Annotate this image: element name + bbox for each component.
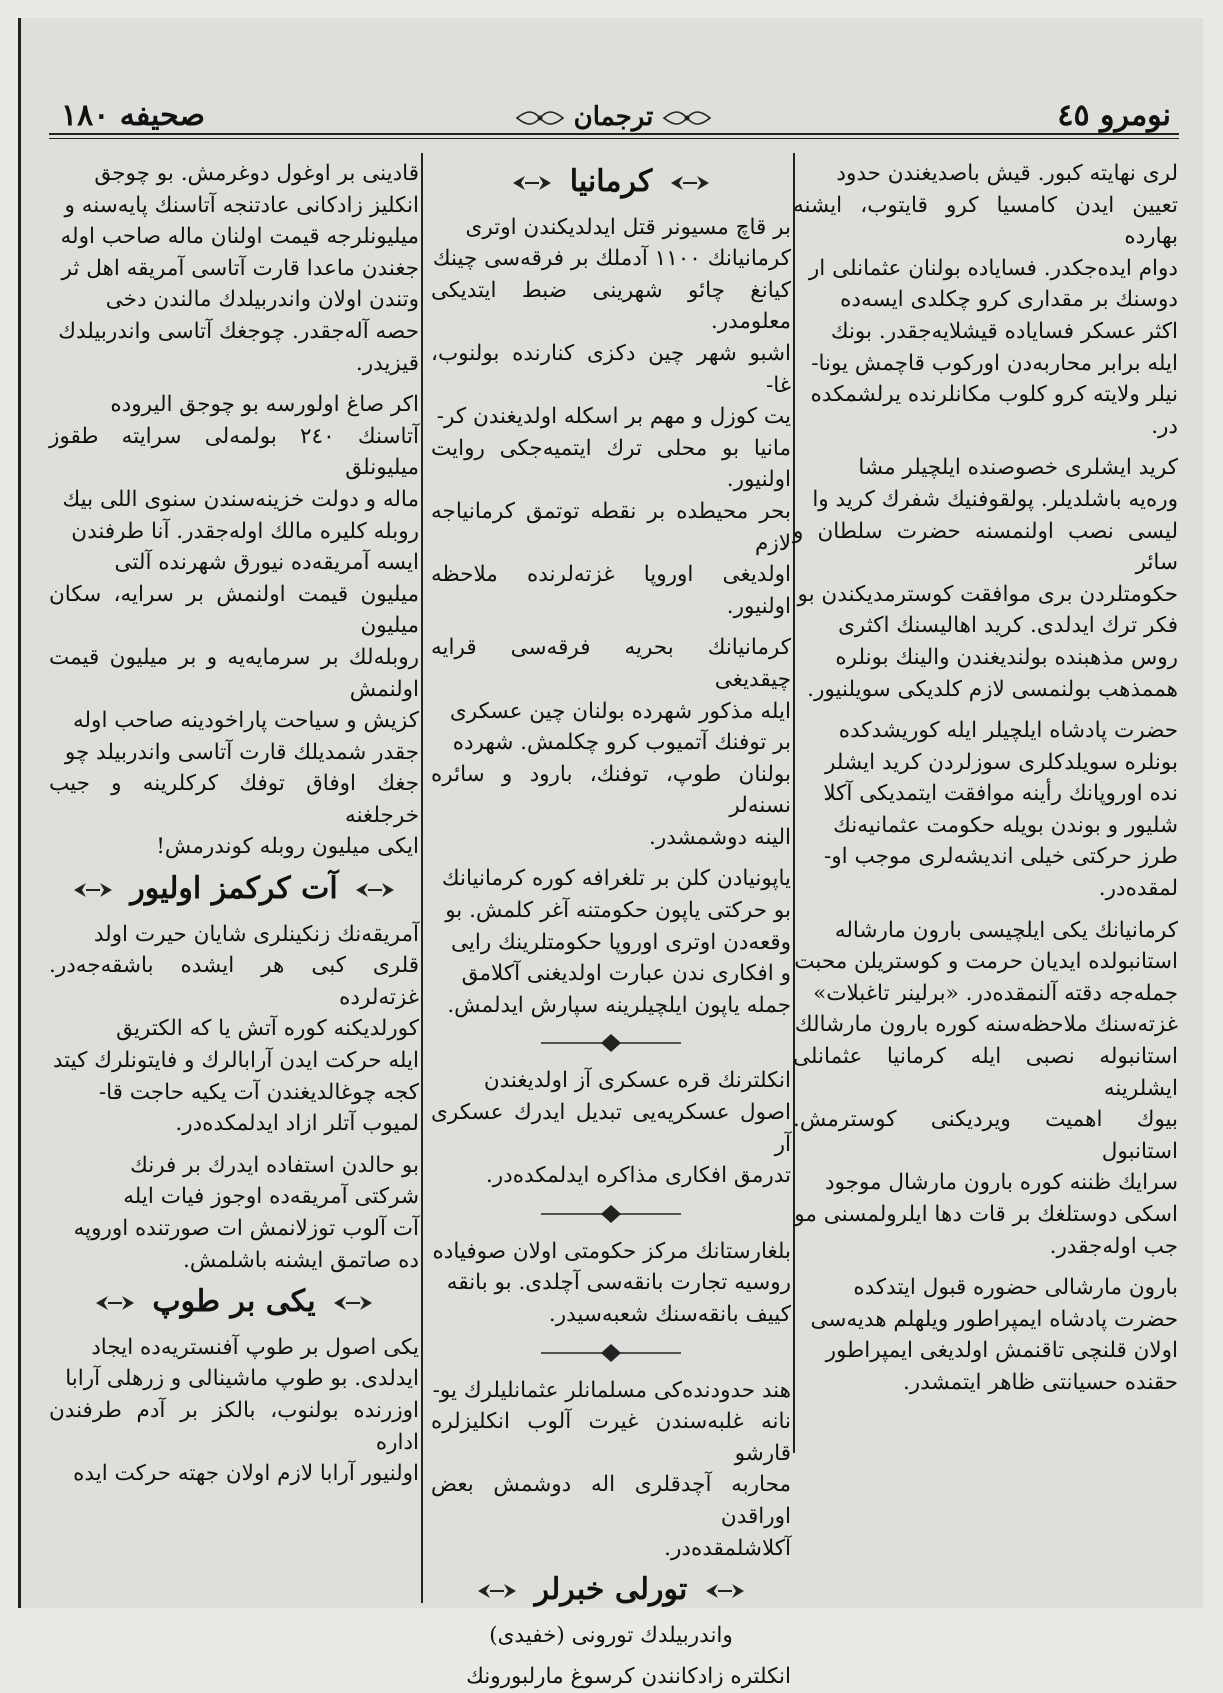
article-paragraph: بو حالدن استفاده ايدرك بر فرنك شركتى آمريقه‌ده اوجوز فيات ايله آت آلوب توزلانمش ات صورتنده اوروپه ده صاتمق ايشنه باشلمش. xyxy=(73,1152,419,1273)
article-paragraph: كرمانيانك يكى ايلچيسى بارون مارشاله استانبولده ايديان حرمت و كوستريلن محبت جمله‌جه دقته آلنمقده‌در. «برلينر تاغبلات» غزته‌سنك ملاحظه‌سنه كوره بارون مارشالك استانبوله نصبى ايله كرمانيا عثمانلى ايشلرينه بيوك اهميت ويرديكنى كوسترمش. استانبول سرايك ظننه كوره بارون مارشال موجود اسكى دوستلغك بر قات دها ايلرولمسنى مو جب اوله‌جقدر. xyxy=(793,917,1178,1259)
article-paragraph: كرمانيانك بحريه فرقه‌سى قرايه چيقديغى ايله مذكور شهرده بولنان چين عسكرى بر توفنك آتميوب كرو چكلمش. شهرده بولنان طوپ، توفنك، بارود و سائره نسنه‌لر الينه دوشمشدر. xyxy=(431,635,791,850)
diamond-rule-icon xyxy=(541,1341,681,1365)
article-paragraph: قادينى بر اوغول دوغرمش. بو چوجق انكليز زادكانى عادتنجه آتاسنك پايه‌سنه و ميليونلرجه قيمت اولنان ماله صاحب اوله جغندن ماعدا قارت آتاسى آمريقه اهل ثر وتندن اولان واندربيلدك مالندن دخى حصه آله‌جقدر. چوجغك آتاسى واندربيلدك قيزيدر. xyxy=(58,161,419,376)
diamond-rule-icon xyxy=(541,1202,681,1226)
article-paragraph: كريد ايشلرى خصوصنده ايلچيلر مشا وره‌يه باشلديلر. پولقوفنيك شفرك كريد وا ليسى نصب اولنمسنه حضرت سلطان و سائر حكومتلردن برى موافقت كوسترمديكندن بو فكر ترك ايدلدى. كريد اهاليسنك اكثرى روس مذهبنده بولنديغندن والينك بونلره هممذهب بولنمسى لازم كلديكى سويلنيور. xyxy=(793,455,1178,702)
article-paragraph: بلغارستانك مركز حكومتى اولان صوفياده روسيه تجارت بانقه‌سى آچلدى. بو بانقه كييف بانقه‌سنك شعبه‌سيدر. xyxy=(432,1238,791,1327)
article-paragraph: بر قاچ مسيونر قتل ايدلديكندن اوترى كرمانيانك ١١٠٠ آدملك بر فرقه‌سى چينك كيانغ چائو شهرينى ضبط ايتديكى معلومدر. اشبو شهر چين دكزى كنارنده بولنوب، غا- يت كوزل و مهم بر اسكله اولديغندن كر- مانيا بو محلى ترك ايتميه‌جكى روايت اولنيور. بحر محيطده بر نقطه توتمق كرمانياجه لازم اولديغى اوروپا غزته‌لرنده ملاحظه اولنيور. xyxy=(431,214,791,619)
section-heading xyxy=(49,1286,419,1318)
right-column xyxy=(793,158,1178,1608)
ornament-icon xyxy=(515,110,565,126)
article-paragraph: بارون مارشالى حضوره قبول ايتدكده حضرت پادشاه ايمپراطور ويلهلم هديه‌سى اولان قلنچى تاقنمش اولديغى ايمپراطور حقنده حسيانتى ظاهر ايتمشدر. xyxy=(810,1275,1178,1395)
section-heading-text: تورلى خبرلر xyxy=(534,1572,688,1608)
middle-column xyxy=(431,158,791,1690)
ornament-icon xyxy=(704,1582,746,1600)
ornament-icon xyxy=(72,881,114,899)
issue-number: نومرو ٤٥ xyxy=(1057,98,1171,133)
newspaper-page xyxy=(18,18,1203,1690)
section-heading-text: آت كركمز اوليور xyxy=(130,871,338,907)
article-paragraph: اكر صاغ اولورسه بو چوجق اليروده آتاسنك ٢٤٠ بولمه‌لى سرايته طقوز ميليونلق ماله و دولت خزينه‌سندن سنوى اللى بيك روبله كليره مالك اوله‌جقدر. آنا طرفندن ايسه آمريقه‌ده نيورق شهرنده آلتى ميليون قيمت اولنمش بر سرايه، سكان ميليون روبله‌لك بر سرمايه‌يه و بر ميليون قيمت اولنمش كزيش و سياحت پاراخودينه صاحب اوله جقدر شمديلك قارت آتاسى واندربيلد چو جغك اوفاق توفك كركلرينه و جيب خرجلغنه ايكى ميليون روبله كوندرمش! xyxy=(49,392,419,860)
article-paragraph: آمريقه‌نك زنكينلرى شايان حيرت اولد قلرى كبى هر ايشده باشقه‌جه‌در. غزته‌لرده كورلديكنه كوره آتش يا كه الكتريق ايله حركت ايدن آرابالرك و فايتونلرك كيتد كجه چوغالديغندن آت يكيه حاجت قا- لميوب آتلر ازاد ايدلمكده‌در. xyxy=(49,921,419,1137)
ornament-icon xyxy=(332,1294,374,1312)
section-heading xyxy=(431,1574,791,1606)
left-column xyxy=(49,158,419,1608)
article-paragraph: لرى نهايته كبور. قيش باصديغندن حدود تعيين ايدن كامسيا كرو قايتوب، ايشنه بهارده دوام ايده‌جكدر. فساياده بولنان عثمانلى ار دوسنك بر مقدارى كرو چكلدى ايسه‌ده اكثر عسكر فساياده قيشلايه‌جقدر. بونك ايله برابر محاربه‌دن اوركوب قاچمش يونا- نيلر ولايته كرو كلوب مكانلرنده يرلشمكده در. xyxy=(793,161,1178,439)
ornament-icon xyxy=(511,174,553,192)
article-byline: واندربيلدك تورونى (خفيدى) xyxy=(489,1622,733,1648)
divider-ornament xyxy=(431,1031,791,1055)
section-heading-text: يكى بر طوپ xyxy=(152,1284,316,1320)
ornament-icon xyxy=(354,881,396,899)
section-heading xyxy=(431,166,791,198)
ornament-icon xyxy=(94,1294,136,1312)
article-paragraph: يكى اصول بر طوپ آفنستريه‌ده ايجاد ايدلدى. بو طوپ ماشينالى و زرهلى آرابا اوزرنده بولنوب، بالكز بر آدم طرفندن اداره اولنيور آرابا لازم اولان جهته حركت ايده xyxy=(49,1334,419,1487)
article-paragraph: ياپونيادن كلن بر تلغرافه كوره كرمانيانك بو حركتى ياپون حكومتنه آغر كلمش. بو وقعه‌دن اوترى اوروپا حكومتلرينك رايى و افكارى ندن عبارت اولديغنى آكلامق جمله ياپون ايلچيلرينه سپارش ايدلمش. xyxy=(441,866,791,1018)
diamond-rule-icon xyxy=(541,1031,681,1055)
divider-ornament xyxy=(431,1202,791,1226)
ornament-icon xyxy=(476,1582,518,1600)
section-heading xyxy=(49,873,419,905)
page-number: صحيفه ١٨٠ xyxy=(61,98,205,133)
article-paragraph: هند حدودنده‌كى مسلمانلر عثمانليلرك يو- نانه غلبه‌سندن غيرت آلوب انكليزلره قارشو محاربه آچدقلرى اله دوشمش بعض اوراقدن آكلاشلمقده‌در. xyxy=(431,1377,791,1561)
article-paragraph: حضرت پادشاه ايلچيلر ايله كوريشدكده بونلره سويلدكلرى سوزلردن كريد ايشلر نده اوروپانك رأينه موافقت ايتمديكى آكلا شليور و بوندن بويله حكومت عثمانيه‌نك طرز حركتى خيلى انديشه‌لرى موجب او- لمقده‌در. xyxy=(823,718,1178,902)
divider-ornament xyxy=(431,1341,791,1365)
masthead-title: ترجمان xyxy=(573,102,654,132)
article-paragraph: انكلتره زادكانندن كرسوغ مارلبورونك xyxy=(466,1664,791,1690)
ornament-icon xyxy=(662,110,712,126)
column-divider xyxy=(421,153,423,1603)
header-rule xyxy=(49,133,1179,139)
section-heading-text: كرمانيا xyxy=(569,164,653,199)
article-paragraph: انكلترنك قره عسكرى آز اولديغندن اصول عسكريه‌يى تبديل ايدرك عسكرى آر تدرمق افكارى مذاكره ايدلمكده‌در. xyxy=(431,1068,791,1189)
ornament-icon xyxy=(669,174,711,192)
